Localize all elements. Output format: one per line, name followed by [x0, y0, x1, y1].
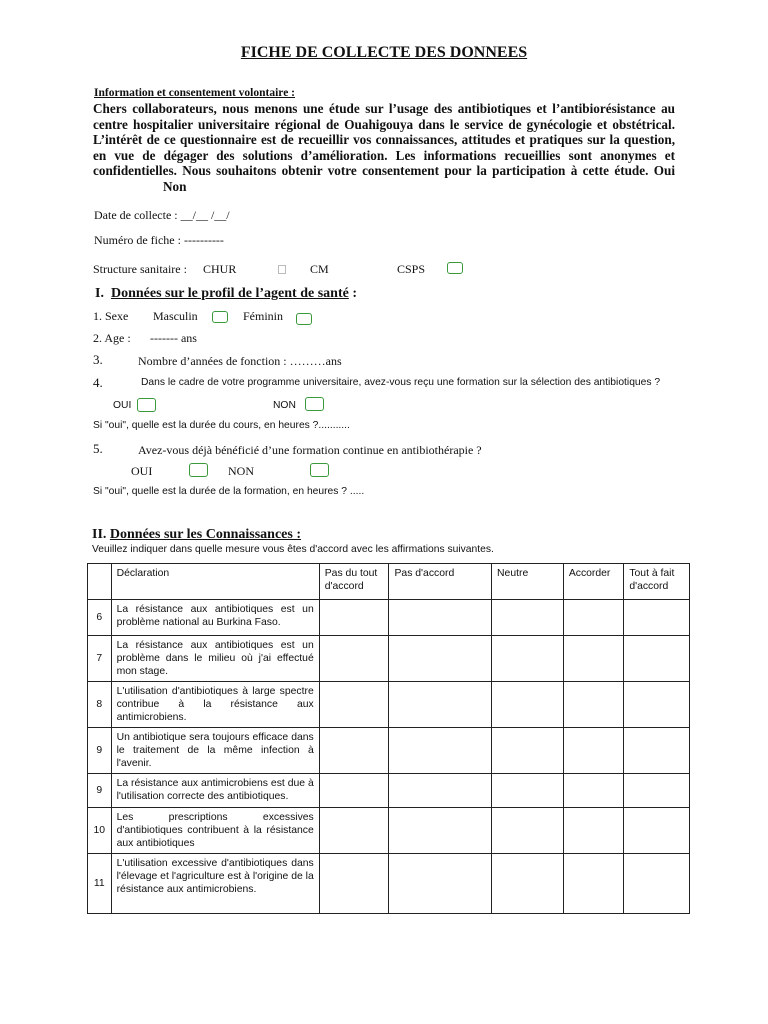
q5-oui-label: OUI — [131, 464, 153, 478]
response-cell[interactable] — [624, 774, 690, 808]
q5-oui-checkbox[interactable] — [189, 463, 208, 477]
consent-paragraph — [93, 101, 675, 195]
response-cell[interactable] — [492, 728, 564, 774]
header-pas-daccord: Pas d'accord — [389, 564, 492, 600]
header-neutre: Neutre — [492, 564, 564, 600]
response-cell[interactable] — [563, 854, 624, 914]
csps-checkbox[interactable] — [447, 262, 463, 274]
response-cell[interactable] — [624, 808, 690, 854]
row-number: 9 — [88, 728, 112, 774]
chur-label: CHUR — [203, 262, 237, 276]
row-declaration: La résistance aux antibiotiques est un problème dans le milieu où j'ai effectué mon stage. — [111, 636, 319, 682]
q4-non-checkbox[interactable] — [305, 397, 324, 411]
response-cell[interactable] — [563, 636, 624, 682]
q4-non-label: NON — [273, 400, 296, 411]
table-row — [88, 774, 690, 808]
table-row — [88, 636, 690, 682]
response-cell[interactable] — [492, 636, 564, 682]
response-cell[interactable] — [389, 808, 492, 854]
response-cell[interactable] — [389, 774, 492, 808]
response-cell[interactable] — [624, 854, 690, 914]
q4-oui-checkbox[interactable] — [137, 398, 156, 412]
structure-label: Structure sanitaire : — [93, 262, 187, 276]
table-row — [88, 808, 690, 854]
date-field[interactable]: Date de collecte : __/__ /__/ — [94, 208, 230, 222]
response-cell[interactable] — [492, 808, 564, 854]
row-declaration: La résistance aux antimicrobiens est due à l'utilisation correcte des antibiotiques. — [111, 774, 319, 808]
header-tout-a-fait: Tout à fait d'accord — [624, 564, 690, 600]
row-declaration: La résistance aux antibiotiques est un problème national au Burkina Faso. — [111, 600, 319, 636]
row-declaration: Un antibiotique sera toujours efficace dans le traitement de la même infection à l'avenir. — [111, 728, 319, 774]
response-cell[interactable] — [624, 682, 690, 728]
response-cell[interactable] — [492, 682, 564, 728]
consent-non: Non — [163, 178, 187, 194]
section1-heading — [95, 286, 357, 302]
row-declaration: L'utilisation excessive d'antibiotiques dans l'élevage et l'agriculture est à l'origine de la résistance aux antimicrobiens. — [111, 854, 319, 914]
section1-num: I. — [95, 286, 104, 301]
sexe-label: 1. Sexe — [93, 309, 129, 323]
response-cell[interactable] — [319, 636, 389, 682]
response-cell[interactable] — [624, 600, 690, 636]
header-num-cell — [88, 564, 112, 600]
row-number: 9 — [88, 774, 112, 808]
response-cell[interactable] — [389, 636, 492, 682]
response-cell[interactable] — [319, 808, 389, 854]
section1-title: Données sur le profil de l’agent de santé — [110, 286, 349, 301]
age-label: 2. Age : — [93, 331, 131, 345]
response-cell[interactable] — [389, 682, 492, 728]
q5-non-label: NON — [228, 464, 254, 478]
header-accorder: Accorder — [563, 564, 624, 600]
row-number: 10 — [88, 808, 112, 854]
header-declaration: Déclaration — [111, 564, 319, 600]
knowledge-table — [87, 563, 690, 914]
feminin-label: Féminin — [243, 309, 284, 323]
table-row — [88, 682, 690, 728]
q5-text: Avez-vous déjà bénéficié d’une formation continue en antibiothérapie ? — [138, 443, 482, 457]
q3-text: Nombre d’années de fonction : ………ans — [138, 354, 342, 368]
row-declaration: L'utilisation d'antibiotiques à large spectre contribue à la résistance aux antimicrobiens. — [111, 682, 319, 728]
q5-number: 5. — [93, 441, 103, 456]
table-row — [88, 854, 690, 914]
document-title: FICHE DE COLLECTE DES DONNEES — [240, 44, 528, 61]
csps-label: CSPS — [397, 262, 426, 276]
section2-subtitle: Veuillez indiquer dans quelle mesure vous êtes d'accord avec les affirmations suivantes. — [92, 544, 494, 555]
section2-heading — [92, 527, 301, 543]
row-number: 6 — [88, 600, 112, 636]
response-cell[interactable] — [492, 600, 564, 636]
row-number: 7 — [88, 636, 112, 682]
masculin-label: Masculin — [153, 309, 198, 323]
response-cell[interactable] — [563, 600, 624, 636]
feminin-checkbox[interactable] — [296, 313, 312, 325]
cm-label: CM — [310, 262, 329, 276]
section2-title: Données sur les Connaissances : — [109, 527, 302, 542]
row-number: 8 — [88, 682, 112, 728]
q4-text: Dans le cadre de votre programme universitaire, avez-vous reçu une formation sur la sélection des antibiotiques ? — [141, 377, 661, 388]
row-declaration: Les prescriptions excessives d'antibiotiques contribuent à la résistance aux antibiotiques — [111, 808, 319, 854]
masculin-checkbox[interactable] — [212, 311, 228, 323]
response-cell[interactable] — [319, 854, 389, 914]
response-cell[interactable] — [389, 728, 492, 774]
q4-number: 4. — [93, 375, 103, 390]
age-value[interactable]: ------- ans — [150, 331, 197, 345]
response-cell[interactable] — [389, 600, 492, 636]
response-cell[interactable] — [624, 728, 690, 774]
numero-field[interactable]: Numéro de fiche : ---------- — [94, 233, 224, 247]
response-cell[interactable] — [319, 600, 389, 636]
response-cell[interactable] — [319, 774, 389, 808]
response-cell[interactable] — [319, 682, 389, 728]
header-pas-du-tout: Pas du tout d'accord — [319, 564, 389, 600]
table-row — [88, 600, 690, 636]
section1-colon: : — [352, 286, 357, 301]
response-cell[interactable] — [492, 774, 564, 808]
table-row — [88, 728, 690, 774]
section2-num: II. — [92, 527, 107, 542]
consent-text: Chers collaborateurs, nous menons une étude sur l’usage des antibiotiques et l’antibiorésistance au centre hospitalier universitaire régional de Ouahigouya dans le service de gynécologie et obstétrical. L’intérêt de ce questionnaire est de recueillir vos connaissances, attitudes et pratiques sur la question, en vue de dégager des solutions d’amélioration. Les informations recueillies sont anonymes et confidentielles. Nous souhaitons obtenir votre consentement pour la participation à cette étude. Oui — [93, 101, 675, 179]
response-cell[interactable] — [563, 728, 624, 774]
response-cell[interactable] — [389, 854, 492, 914]
response-cell[interactable] — [563, 774, 624, 808]
response-cell[interactable] — [492, 854, 564, 914]
q5-followup: Si "oui", quelle est la durée de la formation, en heures ? ..... — [93, 486, 365, 497]
chur-checkbox[interactable] — [278, 265, 286, 274]
q5-non-checkbox[interactable] — [310, 463, 329, 477]
response-cell[interactable] — [563, 808, 624, 854]
q4-oui-label: OUI — [113, 400, 132, 411]
q4-followup: Si "oui", quelle est la durée du cours, en heures ?........... — [93, 420, 350, 431]
q3-number: 3. — [93, 352, 103, 367]
table-header-row — [88, 564, 690, 600]
response-cell[interactable] — [624, 636, 690, 682]
consent-heading: Information et consentement volontaire : — [94, 87, 296, 99]
row-number: 11 — [88, 854, 112, 914]
response-cell[interactable] — [563, 682, 624, 728]
response-cell[interactable] — [319, 728, 389, 774]
